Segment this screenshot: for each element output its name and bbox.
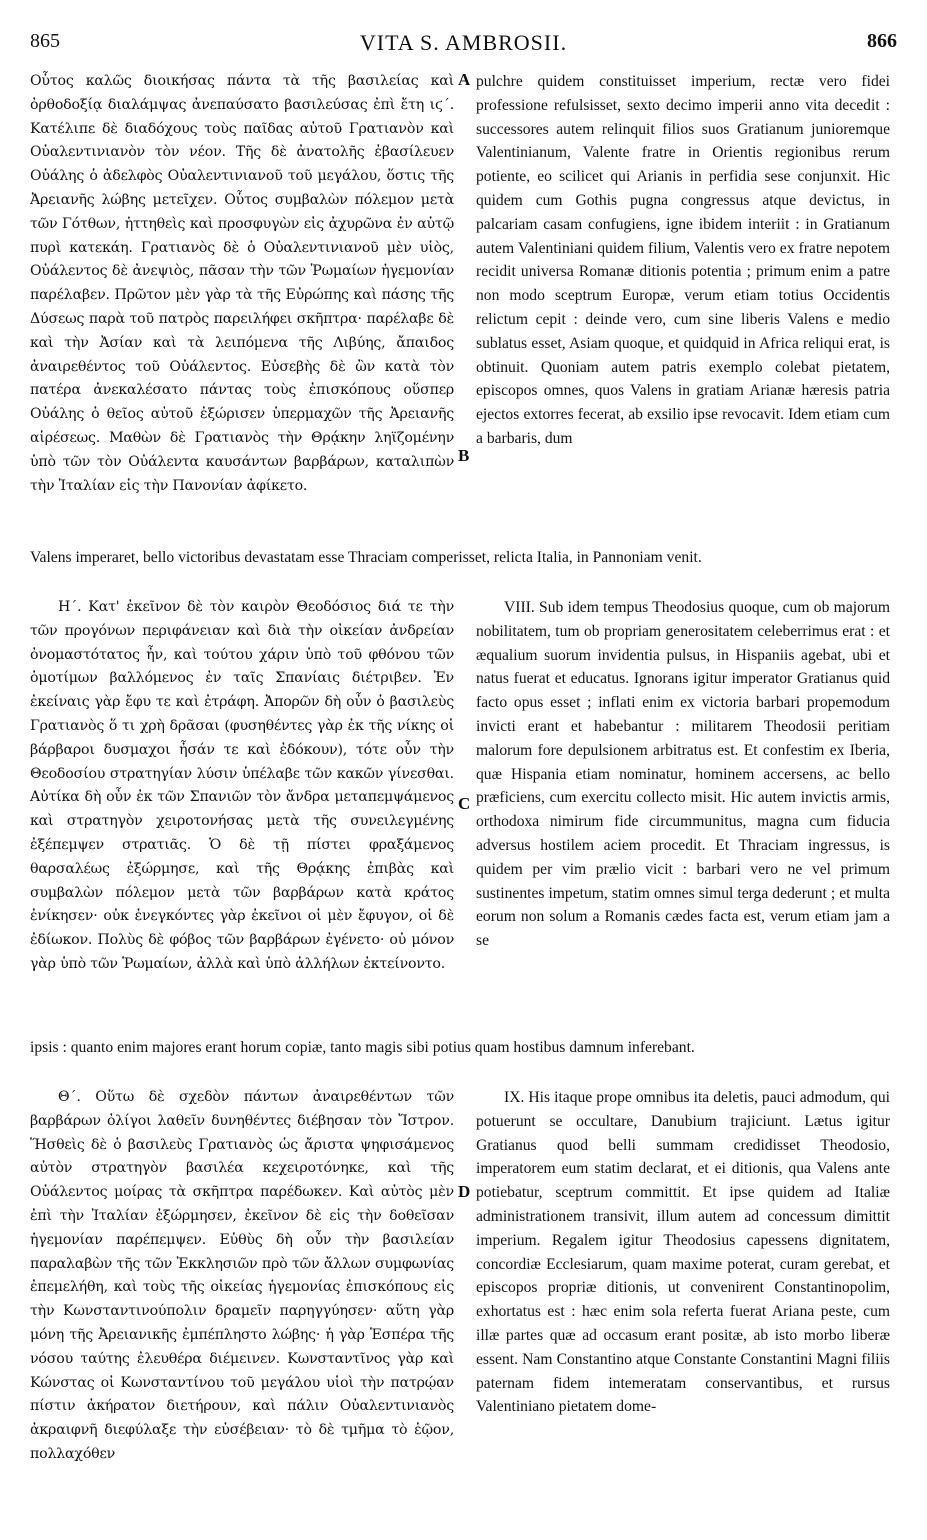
greek-paragraph: Η΄. Κατ' ἐκεῖνον δὲ τὸν καιρὸν Θεοδόσιος διά τε τὴν τῶν προγόνων περιφάνειαν καὶ διὰ τὴν οἰκείαν ἀνδρείαν ὀνομαστότατος ἦν, καὶ τούτου χάριν ὑπὸ τοῦ φθόνου τῶν ὁμοτίμων βαλλόμενος ἐν ταῖς Σπανίαις διέτριβεν. Ἐν ἐκείναις γὰρ ἔφυ τε καὶ ἐτράφη. Ἀπορῶν δὴ οὖν ὁ βασιλεὺς Γρατιανὸς ὅ τι χρὴ δρᾶσαι (φυσηθέντες γὰρ ἐκ τῆς νίκης οἱ βάρβαροι δυσμαχοι ἦσάν τε καὶ ἐδόκουν), τότε οὖν τὴν Θεοδοσίου στρατηγίαν λύσιν ὑπέλαβε τῶν κακῶν γίνεσθαι. Αὐτίκα δὴ οὖν ἐκ τῶν Σπανιῶν τὸν ἄνδρα μεταπεμψάμενος καὶ στρατηγὸν χειροτονήσας μετὰ τῆς συνειλεγμένης ἐξέπεμψεν στρατιᾶς. Ὁ δὲ τῇ πίστει φραξάμενος θαρσαλέως ἐξώρμησε, καὶ τῆς Θρᾴκης ἐπιβὰς καὶ συμβαλὼν πόλεμον μετὰ τῶν βαρβάρων κατὰ κράτος ἐνίκησεν· οὐκ ἐνεγκόντες γὰρ ἐκεῖνοι οἱ μὲν ἔφυγον, οἱ δὲ ἐδίωκον. Πολὺς δὲ φόβος τῶν βαρβάρων ἐγένετο· οὐ μόνον γὰρ ὑπὸ τῶν Ῥωμαίων, ἀλλὰ καὶ ὑπὸ ἀλλήλων ἐκτείνοντο. [30,599,454,972]
greek-paragraph: Θ΄. Οὕτω δὲ σχεδὸν πάντων ἀναιρεθέντων τῶν βαρβάρων ὀλίγοι λαθεῖν δυνηθέντες διέβησαν τὸν Ἴστρον. Ἥσθεὶς δὲ ὁ βασιλεὺς Γρατιανὸς ὡς ἄριστα ψηφισάμενος αὐτὸν στρατηγὸν βασιλέα κεχειροτόνηκε, καὶ τῆς Οὐάλεντος μοίρας τὰ σκῆπτρα παρέδωκεν. Καὶ αὐτὸς μὲν ἐπὶ τὴν Ἰταλίαν ἐξώρμησεν, ἐκεῖνον δὲ εἰς τὴν δοθεῖσαν ἡγεμονίαν παρέπεμψεν. Εὐθὺς δὴ οὖν τὴν βασιλείαν παραλαβὼν τῆς τῶν Ἐκκλησιῶν πρὸ τῶν ἄλλων συμφωνίας ἐπεμελήθη, καὶ τοὺς τῆς οἰκείας ἡγεμονίας ἐπισκόπους εἰς τὴν Κωνσταντινούπολιν δραμεῖν παρηγγύησεν· αὕτη γὰρ μόνη τῆς Ἀρειανικῆς ἐμπέπληστο λώβης· ἡ γὰρ Ἑσπέρα τῆς νόσου ταύτης ἐλευθέρα διέμεινεν. Κωνσταντῖνος γὰρ καὶ Κώνστας οἱ Κωνσταντίνου τοῦ μεγάλου υἱοὶ τὴν πατρῴαν πίστιν ἀκήρατον διετήρουν, καὶ πάλιν Οὐαλεντινιανὸς ἀκραιφνῆ διεφύλαξε τὴν εὐσέβειαν· τὸ δὲ τμῆμα τὸ ἑῷον, πολλαχόθεν [30,1089,454,1462]
section-marker-b: B [458,446,470,465]
latin-column-block-1 [476,70,890,451]
greek-paragraph: Οὗτος καλῶς διοικήσας πάντα τὰ τῆς βασιλείας καὶ ὀρθοδοξίᾳ διαλάμψας ἀνεπαύσατο βασιλεύσας ἐπὶ ἔτη ιϛ΄. Κατέλιπε δὲ διαδόχους τοὺς παῖδας αὐτοῦ Γρατιανὸν καὶ Οὐαλεντινιανὸν τὸν νέον. Τῆς δὲ ἀνατολῆς ἐβασίλευεν Οὐάλης ὁ ἀδελφὸς Οὐαλεντινιανοῦ τοῦ μεγάλου, ὅστις τῆς Ἀρειανῆς λώβης μετεῖχεν. Οὗτος συμβαλὼν πόλεμον μετὰ τῶν Γότθων, ἡττηθεὶς καὶ προσφυγὼν εἰς ἀχυρῶνα ἐν αὐτῷ πυρὶ κατεκάη. Γρατιανὸς δὲ ὁ Οὐαλεντινιανοῦ μὲν υἱὸς, Οὐάλεντος δὲ ἀνεψιὸς, πᾶσαν τὴν τῶν Ῥωμαίων ἡγεμονίαν παρέλαβεν. Πρῶτον μὲν γὰρ τὰ τῆς Εὐρώπης καὶ πάσης τῆς Δύσεως παρὰ τοῦ πατρὸς παρειλήφει σκῆπτρα· παρέλαβε δὲ καὶ τὴν Ἀσίαν καὶ τὰ λειπόμενα τῆς Λιβύης, ἄπαιδος ἀναιρεθέντος τοῦ Οὐάλεντος. Εὐσεβὴς δὲ ὢν κατὰ τὸν πατέρα ἀνεκαλέσατο πάντας τοὺς ἐπισκόπους οὕσπερ Οὐάλης ὁ θεῖος αὐτοῦ ἐξώρισεν ὑπερμαχῶν τῆς Ἀρειανῆς αἱρέσεως. Μαθὼν δὲ Γρατιανὸς τὴν Θρᾴκην ληϊζομένην ὑπὸ τῶν τὸν Οὐάλεντα καυσάντων βαρβάρων, καταλιπὼν τὴν Ἰταλίαν εἰς τὴν Πανονίαν ἀφίκετο. [30,73,454,494]
latin-paragraph: VIII. Sub idem tempus Theodosius quoque, cum ob majorum nobilitatem, tum ob propriam generositatem celeberrimus erat : et æqualium suorum invidentia pulsus, in Hispaniis agebat, ubi et natus fuerat et educatus. Ignorans igitur imperator Gratianus quid facto opus esset ; inflati enim ex victoria barbari propemodum invicti erant et habebantur : militarem Theodosii peritiam malorum fore depulsionem arbitratus est. Et confestim ex Iberia, quæ Hispania etiam nominatur, hominem accersens, ac bello præficiens, cum exercitu collecto misit. Hic autem invictis armis, orthodoxa nimirum fide circummunitus, magna cum fiducia adversus hostilem aciem procedit. Et Thraciam ingressus, is quidem per vim prælio vicit : barbari vero ne vel primum sustinentes impetum, statim omnes simul terga dederunt ; et multa eorum non solum a Romanis cædes facta est, verum etiam jam a se [476,599,890,950]
latin-paragraph: IX. His itaque prope omnibus ita deletis, pauci admodum, qui potuerunt se occultare, Danubium trajiciunt. Lætus igitur Gratianus quod belli summam credidisset Theodosio, imperatorem eum statim declarat, et ei ditionis, qua Valens ante potiebatur, sceptrum committit. Et ipse quidem ad Italiæ administrationem transivit, illum autem ad concessum dimittit imperium. Regalem igitur Theodosius capessens dignitatem, concordiæ Ecclesiarum, quam maxime poterat, curam gerebat, et episcopos propriæ ditionis, ut convenirent Constantinopolim, exhortatus est : hæc enim sola referta fuerat Ariana peste, cum illæ partes quæ ad occasum erant positæ, ab isto morbo liberæ essent. Nam Constantino atque Constante Constantini Magni filiis paternam fidem intemeratam conservantibus, et rursus Valentiniano pietatem dome- [476,1089,890,1416]
latin-bridge-1: Valens imperaret, bello victoribus devastatam esse Thraciam comperisset, relicta Italia, in Pannoniam venit. [30,549,702,566]
page-number-left: 865 [30,30,60,52]
greek-column-block-3 [30,1086,454,1467]
latin-paragraph: pulchre quidem constituisset imperium, rectæ vero fidei professione refulsisset, sexto decimo imperii anno vita decedit : successores autem relinquit filios suos Gratianum junioremque Valentinianum, Valente fratre in Orientis regionibus rerum potiente, eo scilicet qui Arianis in perfidia sese conjunxit. Hic quidem cum Gothis pugna congressus atque devictus, in palcariam casam confugiens, igne ibidem interiit : in Gratianum autem Valentiniani quidem filium, Valentis vero ex fratre nepotem recidit universa Romanæ ditionis potentia ; primum enim a patre non modo sceptrum Europæ, verum etiam totius Occidentis relictum cepit : deinde vero, cum sine liberis Valens e medio sublatus esset, Asiam quoque, et quidquid in Africa reliqui erat, is obtinuit. Quoniam autem patris exemplo colebat pietatem, episcopos omnes, quos Valens in gratiam Arianæ hæresis patria ejectos extorres fecerat, ab exsilio ipse revocavit. Idem etiam cum a barbaris, dum [476,73,890,447]
section-marker-c: C [458,794,471,813]
page-number-right: 866 [867,30,897,52]
section-marker-d: D [458,1182,471,1201]
latin-bridge-2: ipsis : quanto enim majores erant horum copiæ, tanto magis sibi potius quam hostibus damnum inferebant. [30,1039,695,1056]
section-marker-a: A [458,70,471,89]
running-title: VITA S. AMBROSII. [359,30,568,55]
latin-column-block-3 [476,1086,890,1419]
greek-column-block-1 [30,70,454,498]
greek-column-block-2 [30,596,454,977]
running-header [30,30,897,64]
latin-column-block-2 [476,596,890,953]
